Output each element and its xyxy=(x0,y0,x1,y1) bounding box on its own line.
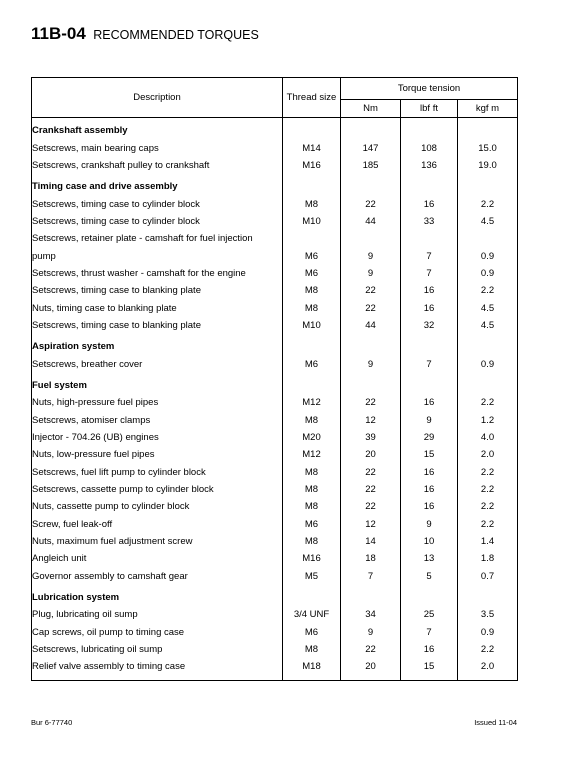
table-row xyxy=(32,464,518,481)
section-row xyxy=(32,589,518,606)
torque-lbf-ft-cell: 7 xyxy=(401,265,458,282)
torque-kgf-m-cell: 2.2 xyxy=(458,641,518,658)
section-heading: Lubrication system xyxy=(32,589,283,606)
torque-nm-cell: 22 xyxy=(341,282,401,299)
issue-date: Issued 11-04 xyxy=(474,718,517,727)
description-cell: Screw, fuel leak-off xyxy=(32,516,283,533)
torque-table xyxy=(31,77,518,681)
torque-lbf-ft-cell: 25 xyxy=(401,606,458,623)
torque-kgf-m-cell: 1.8 xyxy=(458,550,518,567)
torque-lbf-ft-cell: 9 xyxy=(401,516,458,533)
torque-lbf-ft-cell xyxy=(401,230,458,247)
section-heading: Crankshaft assembly xyxy=(32,122,283,139)
torque-nm-cell: 44 xyxy=(341,317,401,334)
torque-kgf-m-cell: 2.2 xyxy=(458,394,518,411)
torque-kgf-m-cell: 2.2 xyxy=(458,516,518,533)
torque-kgf-m-cell: 4.5 xyxy=(458,317,518,334)
table-row xyxy=(32,550,518,567)
thread-size-cell xyxy=(283,230,341,247)
description-cell: Setscrews, timing case to cylinder block xyxy=(32,213,283,230)
page-title: RECOMMENDED TORQUES xyxy=(93,28,259,42)
torque-nm-cell: 20 xyxy=(341,658,401,675)
table-row xyxy=(32,606,518,623)
torque-kgf-m-cell: 15.0 xyxy=(458,139,518,156)
table-row xyxy=(32,658,518,675)
torque-kgf-m-cell: 1.2 xyxy=(458,412,518,429)
thread-size-cell: M10 xyxy=(283,317,341,334)
torque-lbf-ft-cell: 29 xyxy=(401,429,458,446)
description-cell: Setscrews, retainer plate - camshaft for fuel injection xyxy=(32,230,283,247)
thread-size-cell: M8 xyxy=(283,282,341,299)
torque-nm-cell: 22 xyxy=(341,195,401,212)
torque-lbf-ft-cell: 9 xyxy=(401,412,458,429)
torque-lbf-ft-cell: 16 xyxy=(401,299,458,316)
torque-kgf-m-cell: 2.2 xyxy=(458,195,518,212)
page-heading xyxy=(31,24,259,44)
spacer-row xyxy=(32,676,518,681)
torque-nm-cell: 22 xyxy=(341,498,401,515)
table-row xyxy=(32,394,518,411)
torque-lbf-ft-cell: 13 xyxy=(401,550,458,567)
table-row xyxy=(32,213,518,230)
description-cell: Setscrews, main bearing caps xyxy=(32,139,283,156)
torque-kgf-m-cell xyxy=(458,230,518,247)
section-heading: Fuel system xyxy=(32,377,283,394)
torque-nm-cell: 7 xyxy=(341,568,401,585)
torque-kgf-m-cell: 1.4 xyxy=(458,533,518,550)
description-cell: Setscrews, lubricating oil sump xyxy=(32,641,283,658)
torque-kgf-m-cell: 2.0 xyxy=(458,658,518,675)
torque-tension-header: Torque tension xyxy=(341,78,518,100)
description-cell: Setscrews, timing case to blanking plate xyxy=(32,317,283,334)
description-cell: pump xyxy=(32,247,283,264)
torque-lbf-ft-cell: 136 xyxy=(401,157,458,174)
table-row xyxy=(32,412,518,429)
torque-lbf-ft-cell: 32 xyxy=(401,317,458,334)
torque-nm-cell: 34 xyxy=(341,606,401,623)
table-row xyxy=(32,481,518,498)
description-cell: Setscrews, fuel lift pump to cylinder block xyxy=(32,464,283,481)
thread-size-cell: 3/4 UNF xyxy=(283,606,341,623)
torque-lbf-ft-cell: 16 xyxy=(401,498,458,515)
torque-nm-cell xyxy=(341,230,401,247)
torque-nm-cell: 9 xyxy=(341,624,401,641)
torque-kgf-m-cell: 3.5 xyxy=(458,606,518,623)
torque-lbf-ft-cell: 16 xyxy=(401,481,458,498)
description-cell: Nuts, cassette pump to cylinder block xyxy=(32,498,283,515)
thread-size-header: Thread size xyxy=(283,78,341,118)
thread-size-cell: M16 xyxy=(283,550,341,567)
thread-size-cell: M6 xyxy=(283,265,341,282)
table-row xyxy=(32,265,518,282)
torque-nm-cell: 147 xyxy=(341,139,401,156)
torque-kgf-m-cell: 4.5 xyxy=(458,213,518,230)
table-row xyxy=(32,641,518,658)
torque-kgf-m-cell: 4.5 xyxy=(458,299,518,316)
torque-nm-cell: 9 xyxy=(341,265,401,282)
description-cell: Setscrews, cassette pump to cylinder block xyxy=(32,481,283,498)
torque-nm-cell: 20 xyxy=(341,446,401,463)
torque-lbf-ft-cell: 7 xyxy=(401,247,458,264)
torque-kgf-m-cell: 4.0 xyxy=(458,429,518,446)
torque-nm-cell: 9 xyxy=(341,355,401,372)
thread-size-cell: M8 xyxy=(283,464,341,481)
table-body xyxy=(32,118,518,681)
description-cell: Relief valve assembly to timing case xyxy=(32,658,283,675)
section-heading: Aspiration system xyxy=(32,338,283,355)
section-heading: Timing case and drive assembly xyxy=(32,178,283,195)
thread-size-cell: M12 xyxy=(283,446,341,463)
thread-size-cell: M8 xyxy=(283,498,341,515)
description-cell: Cap screws, oil pump to timing case xyxy=(32,624,283,641)
table-row xyxy=(32,498,518,515)
thread-size-cell: M20 xyxy=(283,429,341,446)
torque-nm-cell: 12 xyxy=(341,412,401,429)
thread-size-cell: M6 xyxy=(283,516,341,533)
torque-kgf-m-cell: 0.7 xyxy=(458,568,518,585)
torque-nm-cell: 22 xyxy=(341,641,401,658)
description-cell: Injector - 704.26 (UB) engines xyxy=(32,429,283,446)
description-cell: Setscrews, timing case to blanking plate xyxy=(32,282,283,299)
thread-size-cell: M5 xyxy=(283,568,341,585)
table-row xyxy=(32,516,518,533)
nm-header: Nm xyxy=(341,100,401,118)
thread-size-cell: M6 xyxy=(283,624,341,641)
torque-nm-cell: 22 xyxy=(341,464,401,481)
torque-kgf-m-cell: 0.9 xyxy=(458,355,518,372)
torque-lbf-ft-cell: 7 xyxy=(401,624,458,641)
thread-size-cell: M8 xyxy=(283,299,341,316)
torque-kgf-m-cell: 2.2 xyxy=(458,481,518,498)
table-row xyxy=(32,568,518,585)
description-cell: Setscrews, breather cover xyxy=(32,355,283,372)
description-cell: Angleich unit xyxy=(32,550,283,567)
torque-nm-cell: 18 xyxy=(341,550,401,567)
torque-nm-cell: 39 xyxy=(341,429,401,446)
description-cell: Setscrews, thrust washer - camshaft for the engine xyxy=(32,265,283,282)
kgf-m-header: kgf m xyxy=(458,100,518,118)
torque-kgf-m-cell: 0.9 xyxy=(458,624,518,641)
description-cell: Setscrews, crankshaft pulley to crankshaft xyxy=(32,157,283,174)
thread-size-cell: M8 xyxy=(283,195,341,212)
torque-kgf-m-cell: 0.9 xyxy=(458,265,518,282)
section-code: 11B-04 xyxy=(31,24,86,43)
description-cell: Nuts, low-pressure fuel pipes xyxy=(32,446,283,463)
table-row xyxy=(32,429,518,446)
torque-lbf-ft-cell: 16 xyxy=(401,394,458,411)
table-row xyxy=(32,317,518,334)
thread-size-cell: M12 xyxy=(283,394,341,411)
description-cell: Nuts, maximum fuel adjustment screw xyxy=(32,533,283,550)
torque-nm-cell: 14 xyxy=(341,533,401,550)
torque-kgf-m-cell: 0.9 xyxy=(458,247,518,264)
description-cell: Setscrews, timing case to cylinder block xyxy=(32,195,283,212)
torque-nm-cell: 22 xyxy=(341,299,401,316)
description-cell: Plug, lubricating oil sump xyxy=(32,606,283,623)
description-header: Description xyxy=(32,78,283,118)
section-row xyxy=(32,178,518,195)
lbf-ft-header: lbf ft xyxy=(401,100,458,118)
table-row xyxy=(32,446,518,463)
torque-lbf-ft-cell: 15 xyxy=(401,658,458,675)
table-row xyxy=(32,247,518,264)
torque-nm-cell: 9 xyxy=(341,247,401,264)
thread-size-cell: M14 xyxy=(283,139,341,156)
description-cell: Setscrews, atomiser clamps xyxy=(32,412,283,429)
section-row xyxy=(32,122,518,139)
torque-lbf-ft-cell: 16 xyxy=(401,282,458,299)
table-row xyxy=(32,355,518,372)
torque-lbf-ft-cell: 10 xyxy=(401,533,458,550)
torque-nm-cell: 22 xyxy=(341,481,401,498)
table-row xyxy=(32,299,518,316)
torque-kgf-m-cell: 2.2 xyxy=(458,282,518,299)
torque-lbf-ft-cell: 33 xyxy=(401,213,458,230)
thread-size-cell: M6 xyxy=(283,247,341,264)
thread-size-cell: M10 xyxy=(283,213,341,230)
description-cell: Nuts, high-pressure fuel pipes xyxy=(32,394,283,411)
section-row xyxy=(32,377,518,394)
torque-nm-cell: 12 xyxy=(341,516,401,533)
thread-size-cell: M18 xyxy=(283,658,341,675)
table-row xyxy=(32,139,518,156)
thread-size-cell: M6 xyxy=(283,355,341,372)
thread-size-cell: M8 xyxy=(283,412,341,429)
description-cell: Governor assembly to camshaft gear xyxy=(32,568,283,585)
torque-lbf-ft-cell: 7 xyxy=(401,355,458,372)
torque-lbf-ft-cell: 5 xyxy=(401,568,458,585)
torque-kgf-m-cell: 2.0 xyxy=(458,446,518,463)
section-row xyxy=(32,338,518,355)
table-row xyxy=(32,157,518,174)
table-row xyxy=(32,230,518,247)
thread-size-cell: M8 xyxy=(283,533,341,550)
table-row xyxy=(32,195,518,212)
torque-nm-cell: 44 xyxy=(341,213,401,230)
document-reference: Bur 6-77740 xyxy=(31,718,73,727)
thread-size-cell: M8 xyxy=(283,641,341,658)
table-row xyxy=(32,533,518,550)
torque-kgf-m-cell: 2.2 xyxy=(458,464,518,481)
torque-kgf-m-cell: 2.2 xyxy=(458,498,518,515)
description-cell: Nuts, timing case to blanking plate xyxy=(32,299,283,316)
torque-lbf-ft-cell: 15 xyxy=(401,446,458,463)
torque-nm-cell: 185 xyxy=(341,157,401,174)
torque-lbf-ft-cell: 16 xyxy=(401,464,458,481)
torque-kgf-m-cell: 19.0 xyxy=(458,157,518,174)
table-row xyxy=(32,624,518,641)
table-row xyxy=(32,282,518,299)
torque-lbf-ft-cell: 16 xyxy=(401,195,458,212)
thread-size-cell: M8 xyxy=(283,481,341,498)
thread-size-cell: M16 xyxy=(283,157,341,174)
torque-nm-cell: 22 xyxy=(341,394,401,411)
torque-lbf-ft-cell: 16 xyxy=(401,641,458,658)
torque-lbf-ft-cell: 108 xyxy=(401,139,458,156)
